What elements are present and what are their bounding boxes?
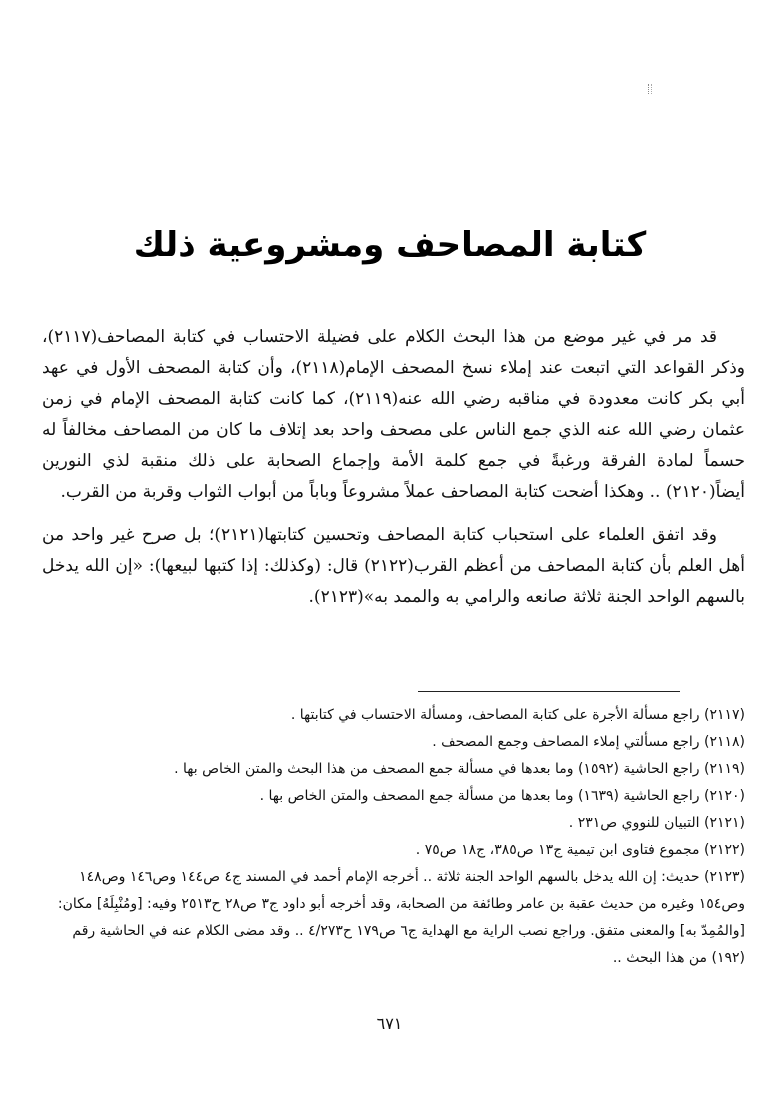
footnote: (٢١١٧) راجع مسألة الأجرة على كتابة المصاحف، ومسألة الاحتساب في كتابتها . — [290, 707, 745, 723]
footnote-separator — [418, 691, 680, 692]
body-paragraph: قد مر في غير موضع من هذا البحث الكلام على فضيلة الاحتساب في كتابة المصاحف(٢١١٧)، وذكر القواعد التي اتبعت عند إملاء نسخ المصحف الإمام(٢١١٨)، وأن كتابة المصحف الأول في عهد أبي بكر كانت معدودة في مناقبه رضي الله عنه(٢١١٩)، كما كانت كتابة المصحف الإمام في زمن عثمان رضي الله عنه الذي جمع الناس على مصحف واحد بعد إتلاف ما كان من المصاحف مخالفاً له حسماً لمادة الفرقة ورغبةً في جمع كلمة الأمة وإجماع الصحابة على ذلك منقبة لذي النورين أيضاً(٢١٢٠) .. وهكذا أضحت كتابة المصاحف عملاً مشروعاً وباباً من أبواب الثواب وقربة من القرب. — [42, 327, 745, 502]
footnote: (٢١٢٣) حديث: إن الله يدخل بالسهم الواحد الجنة ثلاثة .. أخرجه الإمام أحمد في المسند ج٤ ص١٤٤ وص١٤٦ وص١٤٨ وص١٥٤ وغيره من حديث عقبة بن عامر وطائفة من الصحابة، وقد أخرجه أبو داود ج٣ ص٢٨ ح٢٥١٣ وفيه: [ومُنْبِلَهُ] مكان: [والمُمِدّ به] والمعنى متفق. وراجع نصب الراية مع الهداية ج٦ ص١٧٩ ح٤/٢٧٣ .. وقد مضى الكلام عنه في الحاشية رقم (١٩٢) من هذا البحث .. — [57, 869, 745, 966]
body-paragraph: وقد اتفق العلماء على استحباب كتابة المصاحف وتحسين كتابتها(٢١٢١)؛ بل صرح غير واحد من أهل العلم بأن كتابة المصاحف من أعظم القرب(٢١٢٢) قال: (وكذلك: إذا كتبها لبيعها): «إن الله يدخل بالسهم الواحد الجنة ثلاثة صانعه والرامي به والممد به»(٢١٢٣). — [42, 525, 745, 607]
footnote: (٢١١٩) راجع الحاشية (١٥٩٢) وما بعدها في مسألة جمع المصحف من هذا البحث والمتن الخاص بها . — [174, 761, 745, 777]
footnote: (٢١٢٢) مجموع فتاوى ابن تيمية ج١٣ ص٣٨٥، ج١٨ ص٧٥ . — [415, 842, 745, 858]
footnote: (٢١٢١) التبيان للنووي ص٢٣١ . — [568, 815, 745, 831]
footnotes — [42, 702, 745, 972]
scan-mark — [648, 84, 652, 94]
footnote: (٢١١٨) راجع مسألتي إملاء المصاحف وجمع المصحف . — [432, 734, 745, 750]
main-text — [42, 322, 745, 613]
footnote: (٢١٢٠) راجع الحاشية (١٦٣٩) وما بعدها من مسألة جمع المصحف والمتن الخاص بها . — [259, 788, 745, 804]
chapter-title: كتابة المصاحف ومشروعية ذلك — [133, 225, 647, 265]
page-number: ٦٧١ — [376, 1014, 403, 1033]
